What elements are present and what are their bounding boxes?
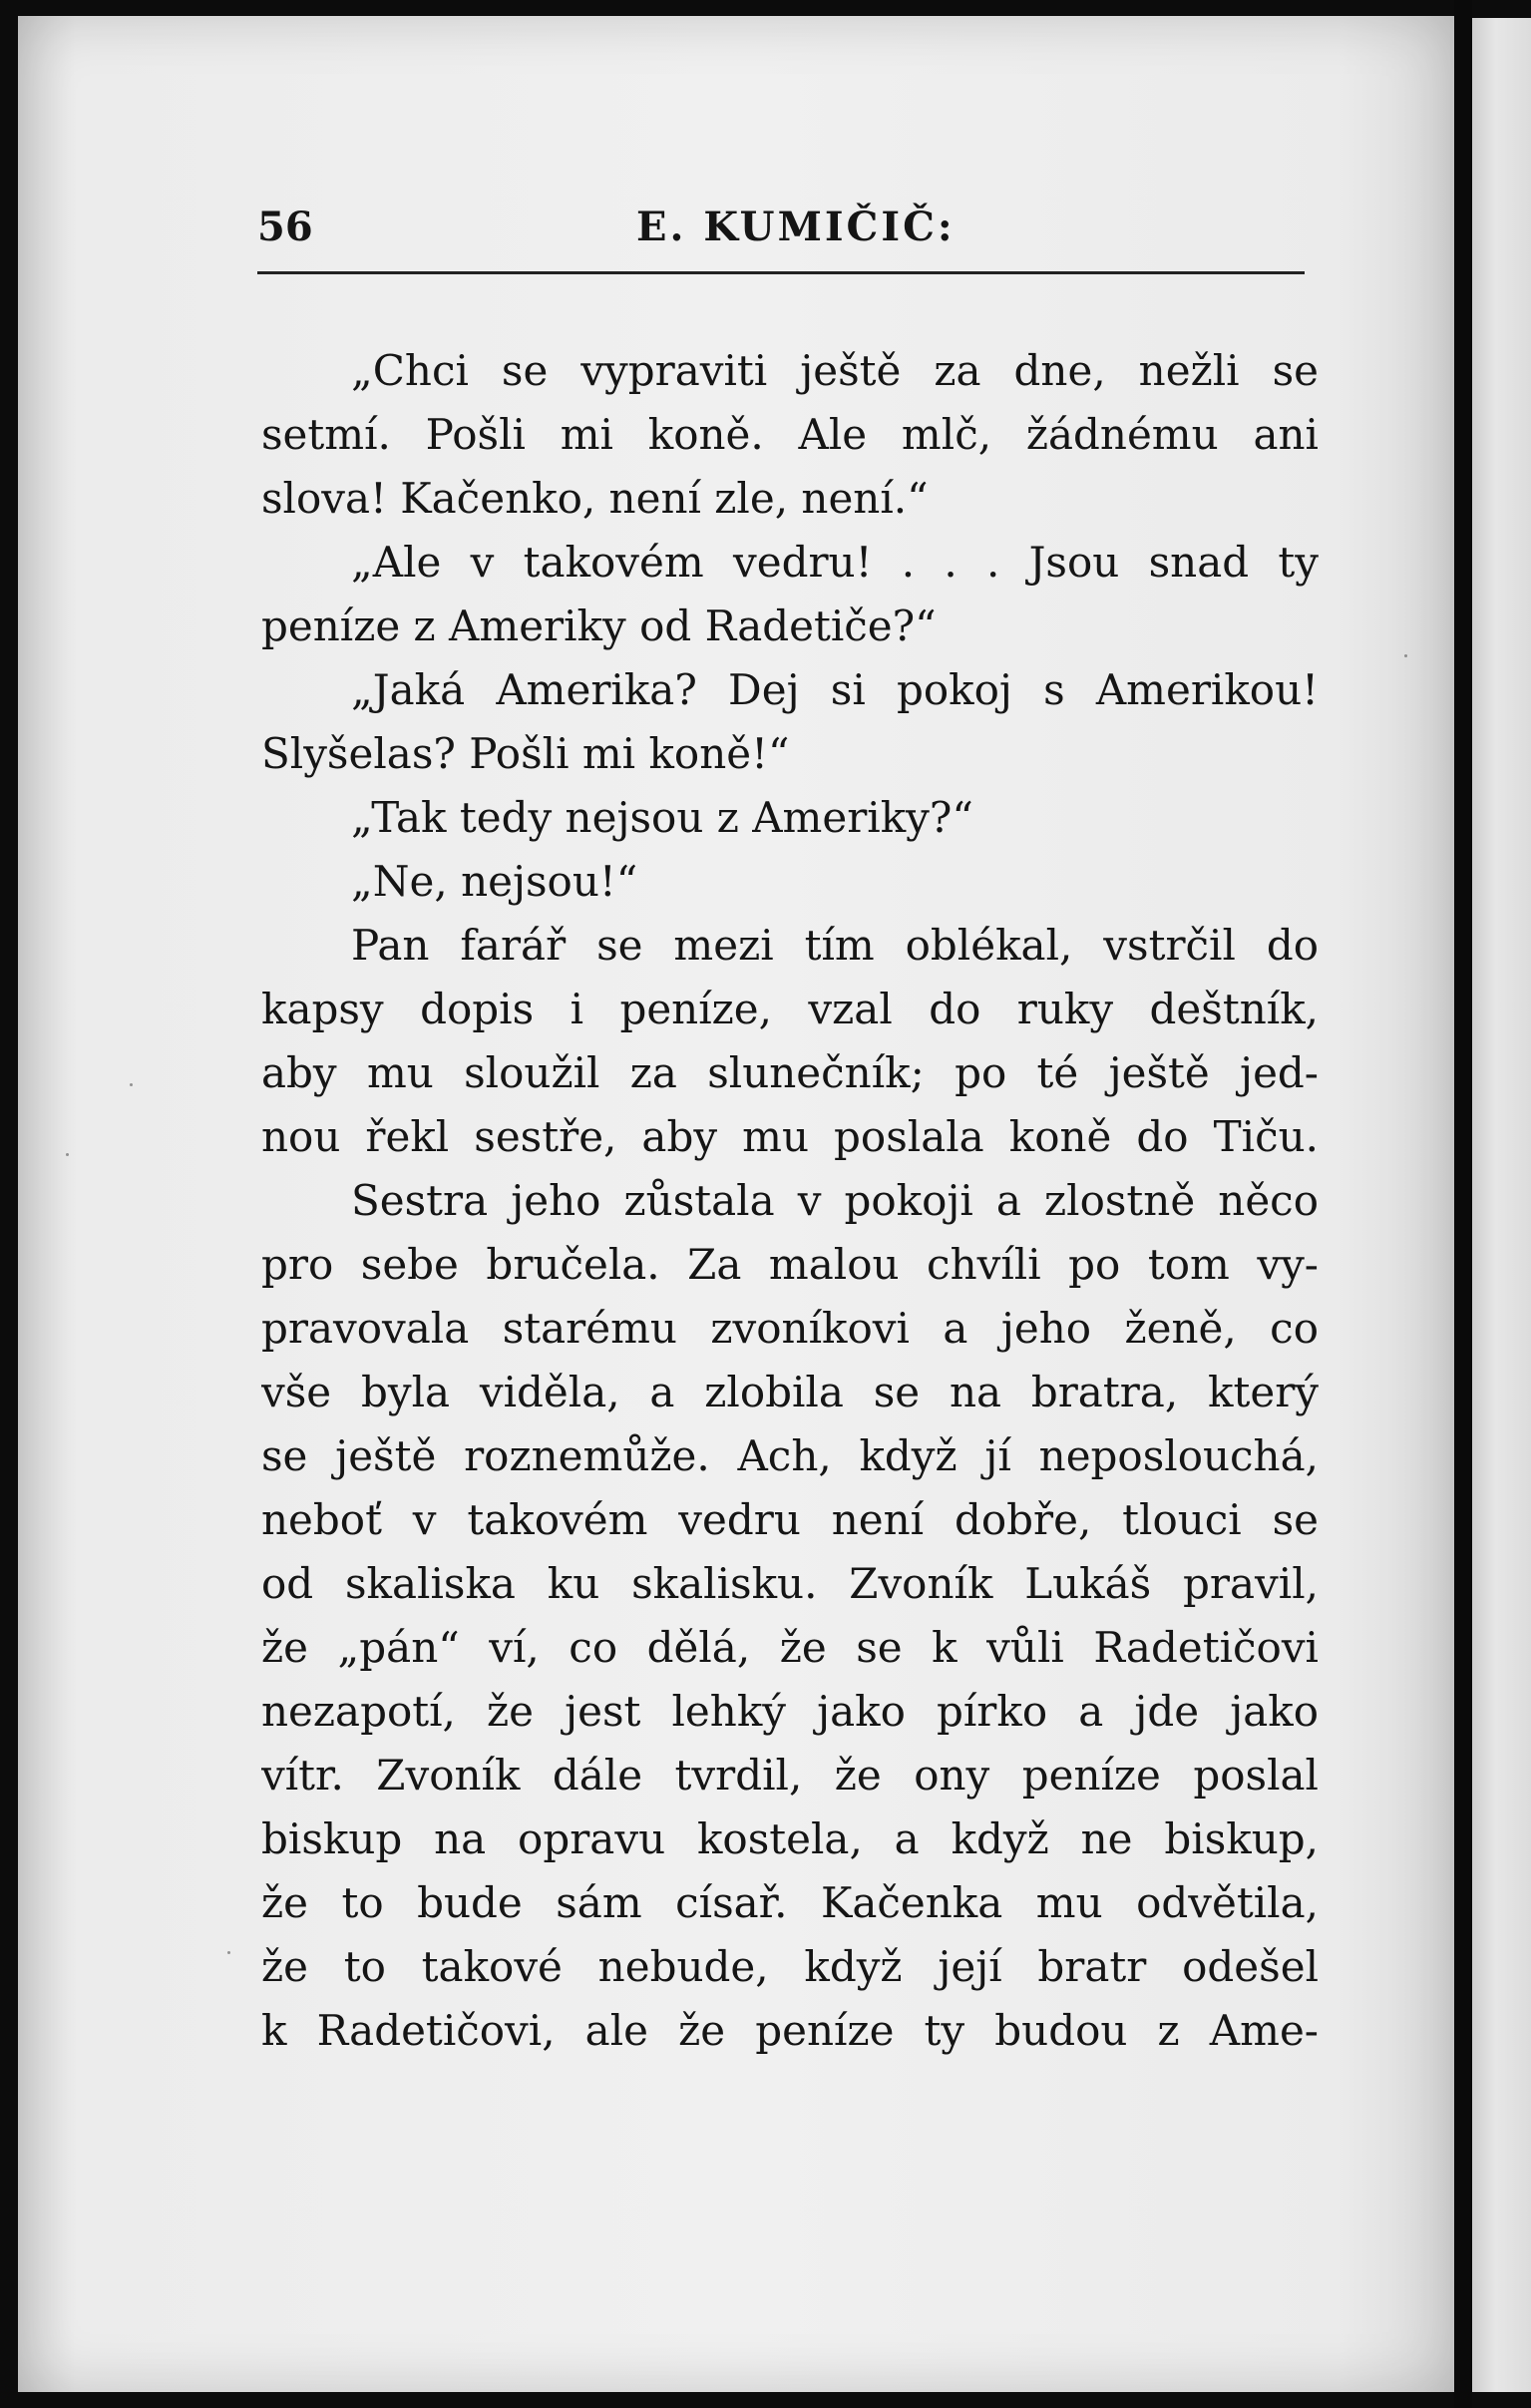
- text-line: od skaliska ku skalisku. Zvoník Lukáš pravil,: [261, 1559, 1319, 1608]
- header-rule: [257, 271, 1305, 274]
- text-line: „Jaká Amerika? Dej si pokoj s Amerikou!: [351, 665, 1319, 714]
- text-line: slova! Kačenko, není zle, není.“: [261, 474, 929, 523]
- adjacent-page-edge: [1472, 18, 1531, 2392]
- text-line: že to takové nebude, když její bratr odešel: [261, 1942, 1319, 1991]
- text-line: neboť v takovém vedru není dobře, tlouci se: [261, 1495, 1319, 1544]
- body-text: [261, 339, 1319, 2063]
- text-line: Slyšelas? Pošli mi koně!“: [261, 729, 790, 778]
- text-line: kapsy dopis i peníze, vzal do ruky deštník,: [261, 985, 1319, 1033]
- text-line: nou řekl sestře, aby mu poslala koně do Tiču.: [261, 1112, 1319, 1161]
- text-line: pro sebe bručela. Za malou chvíli po tom vy-: [261, 1240, 1319, 1289]
- text-line: setmí. Pošli mi koně. Ale mlč, žádnému ani: [261, 410, 1319, 459]
- paper-speck: [66, 1153, 69, 1156]
- text-line: že to bude sám císař. Kačenka mu odvětila,: [261, 1878, 1319, 1927]
- text-line: pravovala starému zvoníkovi a jeho ženě, co: [261, 1304, 1319, 1353]
- page-number: 56: [257, 203, 313, 250]
- text-line: „Ne, nejsou!“: [351, 857, 638, 906]
- page-header: [257, 203, 1305, 263]
- running-head: E. KUMIČIČ:: [636, 203, 956, 250]
- text-line: Sestra jeho zůstala v pokoji a zlostně něco: [351, 1176, 1319, 1225]
- text-line: „Chci se vypraviti ještě za dne, nežli se: [351, 346, 1319, 395]
- paper-speck: [130, 1083, 133, 1086]
- text-line: vše byla viděla, a zlobila se na bratra, který: [261, 1368, 1319, 1416]
- text-line: „Tak tedy nejsou z Ameriky?“: [351, 793, 973, 842]
- text-line: aby mu sloužil za slunečník; po té ještě jed-: [261, 1048, 1319, 1097]
- text-line: se ještě roznemůže. Ach, když jí neposlouchá,: [261, 1431, 1319, 1480]
- page-gutter: [1454, 0, 1472, 2408]
- text-line: peníze z Ameriky od Radetiče?“: [261, 602, 937, 650]
- text-line: Pan farář se mezi tím oblékal, vstrčil do: [351, 921, 1319, 970]
- paper-speck: [1404, 654, 1407, 657]
- paper-speck: [227, 1951, 230, 1954]
- text-line: nezapotí, že jest lehký jako pírko a jde jako: [261, 1687, 1319, 1736]
- text-line: „Ale v takovém vedru! . . . Jsou snad ty: [351, 538, 1319, 587]
- text-line: vítr. Zvoník dále tvrdil, že ony peníze poslal: [261, 1751, 1319, 1800]
- text-line: k Radetičovi, ale že peníze ty budou z Ame-: [261, 2006, 1319, 2055]
- text-line: biskup na opravu kostela, a když ne biskup,: [261, 1814, 1319, 1863]
- text-line: že „pán“ ví, co dělá, že se k vůli Radetičovi: [261, 1623, 1319, 1672]
